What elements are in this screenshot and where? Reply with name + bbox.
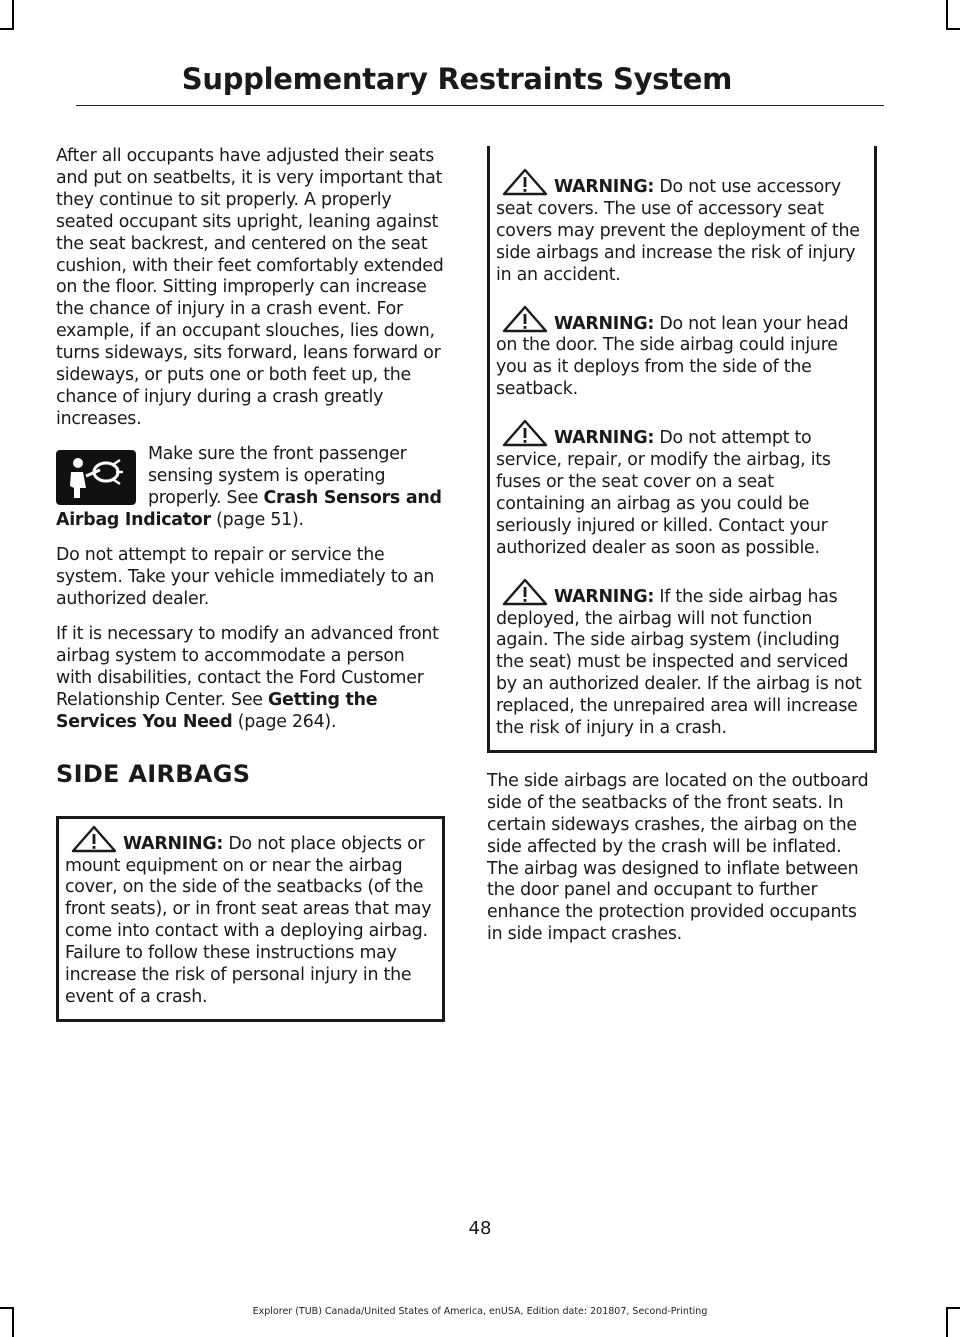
header-rule [76,105,884,106]
crop-mark [946,28,960,30]
crop-mark [946,0,948,30]
services-link[interactable]: Getting the Services You Need [56,689,378,732]
repair-paragraph: Do not attempt to repair or service the system. Take your vehicle immediately to an authorized dealer. [56,545,435,610]
left-column [56,146,445,1022]
passenger-airbag-indicator-icon [56,450,136,505]
crop-mark [12,0,14,30]
footer: Explorer (TUB) Canada/United States of America, enUSA, Edition date: 201807, Second-Printing [252,1306,708,1317]
warning-body: If the side airbag has deployed, the airbag will not function again. The side airbag system (including the seat) must be inspected and serviced by an authorized dealer. If the airbag is not replaced, the unrepaired area will increase the risk of injury in a crash. [496,586,862,739]
warnings-box [487,146,877,753]
warning-body: Do not place objects or mount equipment on or near the airbag cover, on the side of the seatbacks (of the front seats), or in front seat areas that may come into contact with a deploying airbag. Failure to follow these instructions may increase the risk of personal injury in the event of a crash. [65,833,432,1007]
warning-box [56,816,445,1022]
warning-label: WARNING: [123,833,224,854]
page-title: Supplementary Restraints System [181,62,732,96]
section-heading: SIDE AIRBAGS [56,759,251,788]
warning-text [496,168,868,287]
warning-label: WARNING: [554,313,655,334]
warning-body: Do not use accessory seat covers. The use of accessory seat covers may prevent the deployment of the side airbags and increase the risk of injury in an accident. [496,177,860,285]
note-text: Make sure the front passenger sensing system is operating properly. See [148,443,407,508]
modify-paragraph [56,624,445,734]
warning-text [496,419,868,559]
warning-triangle-icon [502,168,548,196]
right-column [487,146,877,946]
crash-sensors-link[interactable]: Crash Sensors and Airbag Indicator [56,487,442,530]
warning-triangle-icon [71,825,117,853]
intro-paragraph: After all occupants have adjusted their seats and put on seatbelts, it is very important that they continue to sit properly. A properly seated occupant sits upright, leaning against the seat backrest, and centered on the seat cushion, with their feet comfortably extended on the floor. Sitting improperly can increase the chance of injury in a crash event. For example, if an occupant slouches, lies down, turns sideways, sits forward, leans forward or sideways, or puts one or both feet up, the chance of injury during a crash greatly increases. [56,146,444,429]
location-paragraph: The side airbags are located on the outboard side of the seatbacks of the front seats. In certain sideways crashes, the airbag on the side affected by the crash will be inflated. The airbag was designed to inflate between the door panel and occupant to further enhance the protection provided occupants in side impact crashes. [487,770,869,945]
warning-triangle-icon [502,305,548,333]
warning-text [65,825,436,1009]
warning-triangle-icon [502,419,548,447]
warning-triangle-icon [502,578,548,606]
warning-label: WARNING: [554,586,655,607]
warning-label: WARNING: [554,428,655,449]
note-page-ref: (page 51). [210,509,304,530]
warning-body: Do not lean your head on the door. The side airbag could injure you as it deploys from the side of the seatback. [496,313,849,400]
modify-page-ref: (page 264). [232,711,337,732]
warning-text [496,305,868,402]
warning-item [496,168,868,287]
warning-item [496,578,868,740]
indicator-note [56,444,445,532]
modify-text: If it is necessary to modify an advanced front airbag system to accommodate a person with disabilities, contact the Ford Customer Relationship Center. See [56,624,439,710]
warning-label: WARNING: [554,177,655,197]
warning-item [496,305,868,402]
warning-text [496,578,868,740]
crop-mark [0,28,14,30]
page-number: 48 [468,1218,492,1239]
warning-item [496,419,868,559]
warning-body: Do not attempt to service, repair, or modify the airbag, its fuses or the seat cover on a seat containing an airbag as you could be seriously injured or killed. Contact your authorized dealer as soon as possible. [496,428,831,558]
